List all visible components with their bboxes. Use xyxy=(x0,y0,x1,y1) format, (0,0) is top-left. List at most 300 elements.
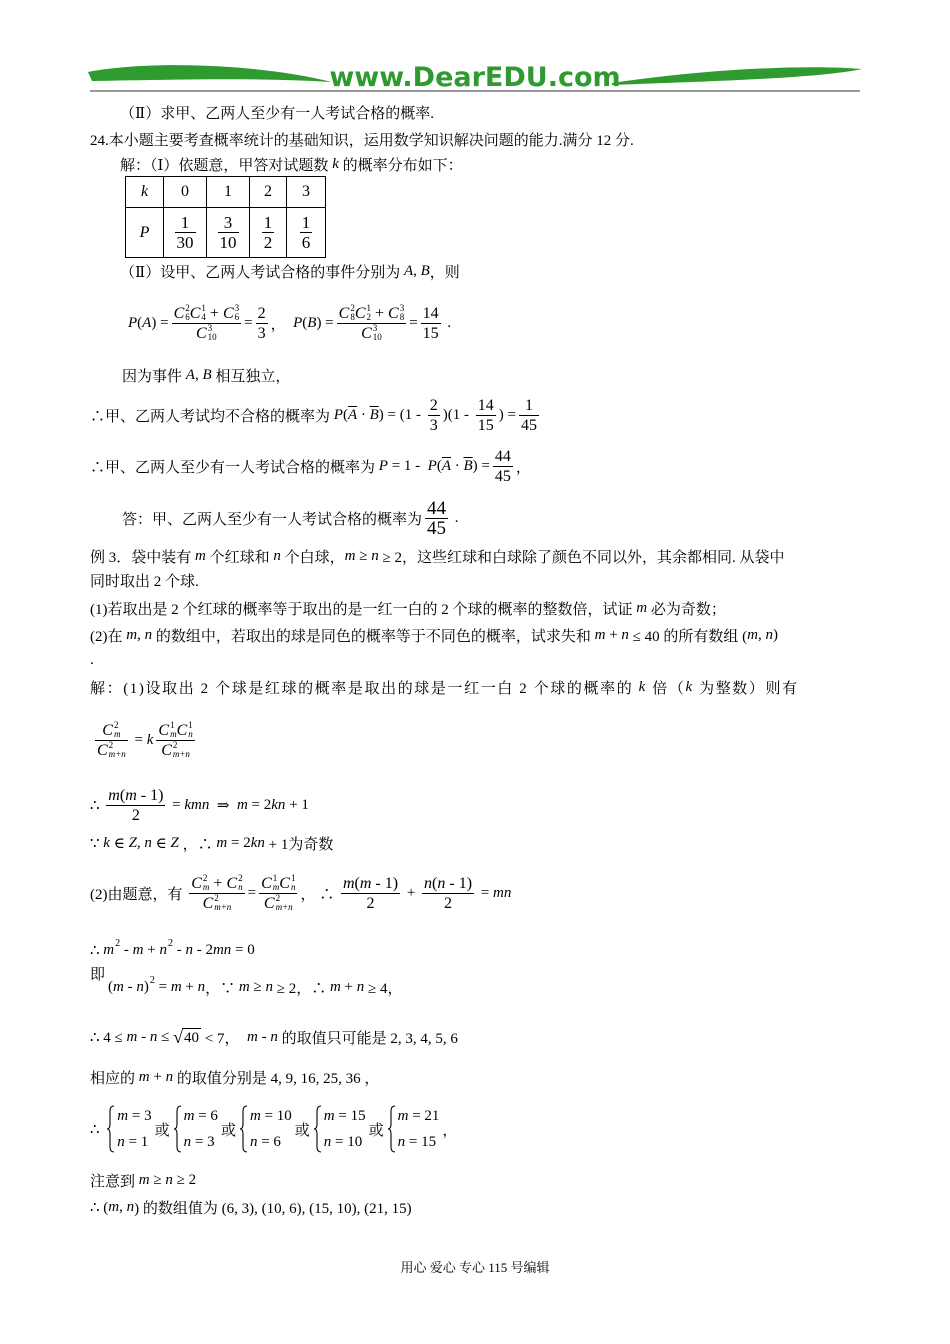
text-run: 为整数）则有 xyxy=(693,680,799,697)
combination-letter: C xyxy=(158,721,170,739)
text-run: = 6 xyxy=(194,1108,218,1124)
text-run: 6 xyxy=(301,233,311,252)
fraction-numerator xyxy=(262,213,275,233)
math-variable: m xyxy=(594,626,606,643)
text-run: 2 xyxy=(366,894,375,912)
fraction xyxy=(256,304,268,343)
math-variable: A xyxy=(142,314,152,331)
fraction-denominator xyxy=(519,416,539,435)
text-run: ( xyxy=(354,874,360,892)
script-stack xyxy=(173,741,190,759)
fraction xyxy=(156,721,194,760)
superscript: 2 xyxy=(172,740,178,750)
text-run: 3 xyxy=(223,213,233,232)
text-run: ( xyxy=(342,406,348,423)
math-variable: m xyxy=(323,1108,335,1124)
math-variable: k xyxy=(638,678,647,695)
formula-square xyxy=(108,974,403,997)
fraction-denominator xyxy=(428,416,440,435)
text-run: 0 xyxy=(181,183,189,200)
cases-row xyxy=(250,1129,292,1155)
script-stack xyxy=(235,304,240,322)
text-run: ) xyxy=(773,626,778,643)
math-variable: B xyxy=(420,262,430,279)
math-variable: m xyxy=(113,978,124,995)
math-variable: mn xyxy=(492,884,512,901)
fraction xyxy=(175,213,196,252)
combination-symbol xyxy=(223,304,239,323)
subscript: m+n xyxy=(214,902,232,912)
text-run: - 1) xyxy=(136,786,164,804)
fraction-denominator xyxy=(422,894,474,913)
text-run: 2 xyxy=(257,304,266,322)
text-run: (2)在 xyxy=(90,628,127,645)
table-row-k xyxy=(126,177,326,208)
fraction-denominator xyxy=(259,894,297,913)
text-run: 10 xyxy=(219,233,237,252)
fraction-denominator xyxy=(95,741,128,760)
text-run: + xyxy=(181,978,198,995)
text-run: ， ∴ xyxy=(300,886,338,903)
text-run: (2)由题意，有 xyxy=(90,886,187,903)
math-variable: m xyxy=(170,978,182,995)
solution-systems xyxy=(90,1101,457,1157)
text-run: 15 xyxy=(477,416,494,434)
math-variable: P xyxy=(293,314,303,331)
text-run: ，则 xyxy=(429,264,460,281)
math-variable: m xyxy=(329,978,341,995)
combination-letter: C xyxy=(361,324,372,342)
math-variable: P xyxy=(128,314,138,331)
combination-letter: C xyxy=(176,721,188,739)
text-run: + xyxy=(143,941,160,958)
subscript: 6 xyxy=(185,312,190,322)
superscript: 1 xyxy=(272,873,278,883)
text-run: , xyxy=(413,262,421,279)
fraction-denominator xyxy=(256,324,268,343)
text-run: 的概率分布如下： xyxy=(338,157,463,174)
text-run: （Ⅱ）设甲、乙两人考试合格的事件分别为 xyxy=(120,264,404,281)
text-run: 即 xyxy=(90,966,106,983)
superscript: 2 xyxy=(167,937,173,949)
combination-letter: C xyxy=(161,741,172,759)
script-stack xyxy=(373,324,382,342)
independence-statement xyxy=(122,365,290,385)
fraction-denominator xyxy=(421,324,441,343)
math-variable: n xyxy=(185,941,193,958)
text-run: ∵ xyxy=(90,835,104,852)
superscript: 2 xyxy=(185,303,190,313)
example3-statement-line1 xyxy=(90,546,784,566)
cases-row xyxy=(324,1129,366,1155)
script-stack xyxy=(400,304,405,322)
text-run: , xyxy=(758,626,766,643)
text-run: 解：(1)设取出 2 个球是红球的概率是取出的球是一红一白 2 个球的概率的 xyxy=(90,680,639,697)
text-run: = 10 xyxy=(331,1134,363,1150)
math-variable: n xyxy=(197,978,206,995)
table-cell-p-label xyxy=(126,208,164,258)
text-run: 1 xyxy=(524,396,533,414)
combination-letter: C xyxy=(279,874,290,892)
combination-symbol xyxy=(226,874,242,893)
fraction xyxy=(337,304,407,343)
combination-letter: C xyxy=(196,324,207,342)
math-variable: n xyxy=(149,1028,158,1045)
math-variable: m xyxy=(132,941,144,958)
subscript: m+n xyxy=(172,749,190,759)
text-run: = 3 xyxy=(191,1134,215,1150)
math-variable: n xyxy=(323,1134,332,1150)
overline-variable: $\overline{A}$ xyxy=(441,457,451,474)
subscript: 8 xyxy=(350,312,355,322)
fraction-denominator xyxy=(172,324,242,343)
fraction xyxy=(493,447,513,486)
script-stack xyxy=(109,741,126,759)
example3-part2 xyxy=(90,625,778,645)
text-run: 因为事件 xyxy=(122,368,186,385)
cases-row xyxy=(117,1129,151,1155)
cases-row xyxy=(324,1103,366,1129)
text-run: 注意到 xyxy=(90,1173,139,1190)
math-variable: m xyxy=(117,1108,129,1124)
text-run: < 7， xyxy=(201,1030,247,1047)
math-variable: n xyxy=(117,1134,125,1150)
text-run: 14 xyxy=(477,396,494,414)
text-run: = 0 xyxy=(231,941,255,958)
fraction-denominator xyxy=(341,894,400,913)
text-run: 答：甲、乙两人至少有一人考试合格的概率为 xyxy=(122,511,423,528)
combination-symbol xyxy=(279,874,295,893)
text-run: 2 xyxy=(444,894,453,912)
fraction xyxy=(421,304,441,343)
combination-letter: C xyxy=(202,894,214,912)
fraction xyxy=(300,213,313,252)
math-variable: m xyxy=(246,1028,258,1045)
text-run: , xyxy=(136,834,145,851)
text-run: - xyxy=(120,941,133,958)
fraction-numerator xyxy=(341,874,400,894)
subscript: 8 xyxy=(399,312,405,322)
text-run: = xyxy=(409,314,418,331)
superscript: 1 xyxy=(366,303,371,313)
math-variable: n xyxy=(371,547,379,564)
table-cell-k-1 xyxy=(207,177,250,208)
left-brace xyxy=(106,1105,115,1153)
left-brace xyxy=(313,1105,322,1153)
formula-m-equals xyxy=(90,782,309,828)
math-variable: k xyxy=(146,731,154,748)
text-run: 45 xyxy=(520,416,537,434)
left-brace xyxy=(387,1105,396,1153)
math-variable: A xyxy=(185,366,195,383)
fraction-numerator xyxy=(493,447,513,467)
combination-letter: C xyxy=(354,304,366,322)
text-run: ∴甲、乙两人考试均不合格的概率为 xyxy=(90,408,334,425)
fraction-numerator xyxy=(428,396,440,416)
formula-quadratic xyxy=(90,937,255,960)
script-stack xyxy=(238,874,243,892)
fraction-denominator xyxy=(175,233,196,252)
fraction-denominator xyxy=(156,741,194,760)
superscript: 2 xyxy=(238,873,243,883)
fraction-denominator xyxy=(300,233,313,252)
math-variable: k xyxy=(140,183,149,200)
text-run: ≥ 2，∴ xyxy=(272,980,330,997)
text-run: - 1) xyxy=(371,874,399,892)
text-run: ≥ xyxy=(355,547,372,564)
fraction xyxy=(341,874,400,913)
text-run: ∈ xyxy=(151,835,171,852)
text-run: 或 xyxy=(368,1122,384,1139)
subscript: m xyxy=(202,882,210,892)
text-run: ) xyxy=(143,978,149,995)
fraction-denominator xyxy=(262,233,275,252)
text-run: ∴ xyxy=(90,797,104,814)
text-run: · xyxy=(357,406,370,423)
text-run: )(1 - xyxy=(442,406,473,423)
fraction-numerator xyxy=(172,304,242,324)
cases-row xyxy=(117,1103,151,1129)
math-variable: m xyxy=(183,1108,195,1124)
combination-letter: C xyxy=(263,894,275,912)
cases-row xyxy=(398,1103,440,1129)
table-cell-k-label xyxy=(126,177,164,208)
fraction xyxy=(422,874,474,913)
math-variable: n xyxy=(273,547,281,564)
math-variable: m xyxy=(125,786,137,804)
fraction-numerator xyxy=(218,213,239,233)
fraction-numerator xyxy=(300,213,313,233)
combination-letter: C xyxy=(261,874,272,892)
text-run: + xyxy=(403,884,420,901)
math-variable: n xyxy=(165,1068,174,1085)
fraction-denominator xyxy=(476,416,496,435)
text-run: ( xyxy=(119,786,126,804)
subscript: 2 xyxy=(366,312,371,322)
text-run: 例 3．袋中装有 xyxy=(90,549,196,566)
text-run: 解：（Ⅰ）依题意，甲答对试题数 xyxy=(120,157,333,174)
fraction-numerator xyxy=(421,304,441,324)
text-run: ( xyxy=(137,314,143,331)
text-run: ⇒ xyxy=(209,797,237,814)
superscript: 1 xyxy=(201,303,206,313)
math-variable: Z xyxy=(170,834,179,851)
text-run: = 1 xyxy=(124,1134,149,1150)
math-variable: n xyxy=(397,1134,406,1150)
math-variable: P xyxy=(427,457,437,474)
text-run: 1 xyxy=(180,213,190,232)
text-run: ( xyxy=(302,314,308,331)
subscript: 4 xyxy=(201,312,206,322)
combination-symbol xyxy=(261,874,279,893)
radicand: 40 xyxy=(184,1030,199,1046)
cases-rows xyxy=(398,1103,440,1155)
text-run: ∴甲、乙两人至少有一人考试合格的概率为 xyxy=(90,459,379,476)
superscript: 3 xyxy=(399,303,405,313)
text-run: 3 xyxy=(257,324,266,342)
combination-letter: C xyxy=(222,304,234,322)
fraction-denominator xyxy=(218,233,239,252)
script-stack xyxy=(114,721,121,739)
subscript: 6 xyxy=(234,312,240,322)
fraction-denominator xyxy=(106,806,165,825)
combination-letter: C xyxy=(338,304,350,322)
text-run: 1 xyxy=(263,213,273,232)
fraction xyxy=(476,396,496,435)
corresponding-values xyxy=(90,1067,379,1087)
fraction-numerator xyxy=(256,304,268,324)
text-run: = xyxy=(477,884,493,901)
text-run: ) 的数组值为 (6, 3), (10, 6), (15, 10), (21, 15) xyxy=(134,1200,412,1217)
math-variable: A xyxy=(403,262,414,279)
text-run: 或 xyxy=(294,1122,310,1139)
subscript: m+n xyxy=(108,749,126,759)
math-variable: n xyxy=(144,626,153,643)
answer-line xyxy=(122,495,459,541)
subscript: 10 xyxy=(207,332,217,342)
math-variable: n xyxy=(183,1134,192,1150)
math-variable: n xyxy=(270,1028,278,1045)
text-run: 14 xyxy=(422,304,439,322)
text-run: 2 xyxy=(263,233,273,252)
superscript: 2 xyxy=(113,720,119,730)
superscript: 2 xyxy=(115,937,121,949)
cases-system xyxy=(387,1103,440,1155)
math-variable: n xyxy=(621,626,629,643)
banner-swoosh-left xyxy=(88,65,332,82)
math-variable: m xyxy=(236,796,248,813)
script-stack xyxy=(214,894,231,912)
math-variable: m xyxy=(636,599,648,616)
text-run: 同时取出 2 个球. xyxy=(90,573,199,590)
text-run: · xyxy=(451,457,464,474)
fraction xyxy=(259,874,297,913)
text-run: 24.本小题主要考查概率统计的基础知识，运用数学知识解决问题的能力.满分 12 分. xyxy=(90,132,634,149)
text-run: （Ⅱ）求甲、乙两人至少有一人考试合格的概率. xyxy=(120,105,434,122)
cases-rows xyxy=(250,1103,292,1155)
table-cell-k-3 xyxy=(287,177,326,208)
math-variable: n xyxy=(265,978,273,995)
left-brace xyxy=(239,1105,248,1153)
text-run: ) = xyxy=(151,314,169,331)
site-banner-text: www.DearEDU.com xyxy=(329,62,621,93)
text-run: 2 xyxy=(264,183,272,200)
text-run: + xyxy=(340,978,357,995)
math-variable: m xyxy=(397,1108,409,1124)
text-run: (1)若取出是 2 个红球的概率等于取出的是一红一白的 2 个球的概率的整数倍，试证 xyxy=(90,601,637,618)
fraction-numerator xyxy=(156,721,194,741)
subscript: m xyxy=(170,729,177,739)
combination-letter: C xyxy=(191,874,202,892)
math-variable: kn xyxy=(271,796,286,813)
fraction xyxy=(428,396,440,435)
math-variable: P xyxy=(333,406,343,423)
text-run: = xyxy=(247,884,257,901)
text-run: - 1) xyxy=(445,874,473,892)
text-run: , xyxy=(194,366,203,383)
combination-letter: C xyxy=(388,304,399,322)
math-variable: n xyxy=(165,1171,173,1188)
note-condition xyxy=(90,1170,196,1190)
text-run: 必为奇数； xyxy=(647,601,726,618)
text-run: = xyxy=(130,731,147,748)
math-variable: m xyxy=(216,834,228,851)
text-run: = 10 xyxy=(260,1108,292,1124)
subscript: n xyxy=(188,729,193,739)
subscript: m xyxy=(272,882,280,892)
math-variable: m xyxy=(195,547,206,564)
math-variable: m xyxy=(344,547,356,564)
math-variable: m xyxy=(108,1198,120,1215)
text-run: ( xyxy=(436,457,442,474)
final-answer xyxy=(90,1197,412,1217)
text-run: = xyxy=(168,796,185,813)
text-run: - xyxy=(123,978,137,995)
text-run: = 2 xyxy=(227,834,251,851)
math-variable: k xyxy=(332,155,339,172)
fraction xyxy=(425,499,448,538)
fraction-numerator xyxy=(175,213,196,233)
fraction-numerator xyxy=(259,874,297,894)
table-cell-p-1 xyxy=(207,208,250,258)
example3-statement-line2 xyxy=(90,570,199,590)
combination-letter: C xyxy=(189,304,201,322)
text-run: + 1 xyxy=(285,796,309,813)
fraction-denominator xyxy=(337,324,407,343)
fraction-numerator xyxy=(425,499,448,519)
subscript: n xyxy=(290,882,296,892)
superscript: 2 xyxy=(350,303,355,313)
text-run: 相应的 xyxy=(90,1070,139,1087)
cases-system xyxy=(313,1103,366,1155)
fraction xyxy=(218,213,239,252)
combination-symbol xyxy=(97,741,126,760)
text-run: 45 xyxy=(494,467,511,485)
text-run: 的取值分别是 4, 9, 16, 25, 36 ， xyxy=(173,1070,380,1087)
text-run: = 15 xyxy=(405,1134,437,1150)
combination-symbol xyxy=(203,894,232,913)
combination-letter: C xyxy=(173,304,185,322)
fraction xyxy=(519,396,539,435)
combination-symbol xyxy=(158,721,176,740)
square-root xyxy=(173,1027,201,1047)
subscript: m xyxy=(113,729,121,739)
superscript: 2 xyxy=(108,740,114,750)
combination-symbol xyxy=(388,304,404,323)
text-run: ≥ xyxy=(149,1171,166,1188)
table-cell-k-2 xyxy=(250,177,287,208)
text-run: - xyxy=(257,1028,271,1045)
formula-pa-pb xyxy=(128,298,451,348)
math-variable: mn xyxy=(212,941,232,958)
superscript: 2 xyxy=(149,974,155,986)
solution-part1-intro xyxy=(120,154,463,174)
text-run: 或 xyxy=(154,1122,170,1139)
text-run: ≥ xyxy=(249,978,266,995)
combination-symbol xyxy=(161,741,190,760)
text-run: + 1为奇数 xyxy=(264,836,334,853)
text-run: 个红球和 xyxy=(205,549,274,566)
text-run: ∴ xyxy=(90,942,104,959)
part2-question xyxy=(120,102,434,122)
table-row-p xyxy=(126,208,326,258)
math-variable: P xyxy=(378,457,388,474)
combination-symbol xyxy=(102,721,120,740)
text-run: 的取值只可能是 2, 3, 4, 5, 6 xyxy=(277,1030,458,1047)
cases-rows xyxy=(117,1103,151,1155)
superscript: 2 xyxy=(202,873,208,883)
solution-part2-events xyxy=(120,261,460,281)
